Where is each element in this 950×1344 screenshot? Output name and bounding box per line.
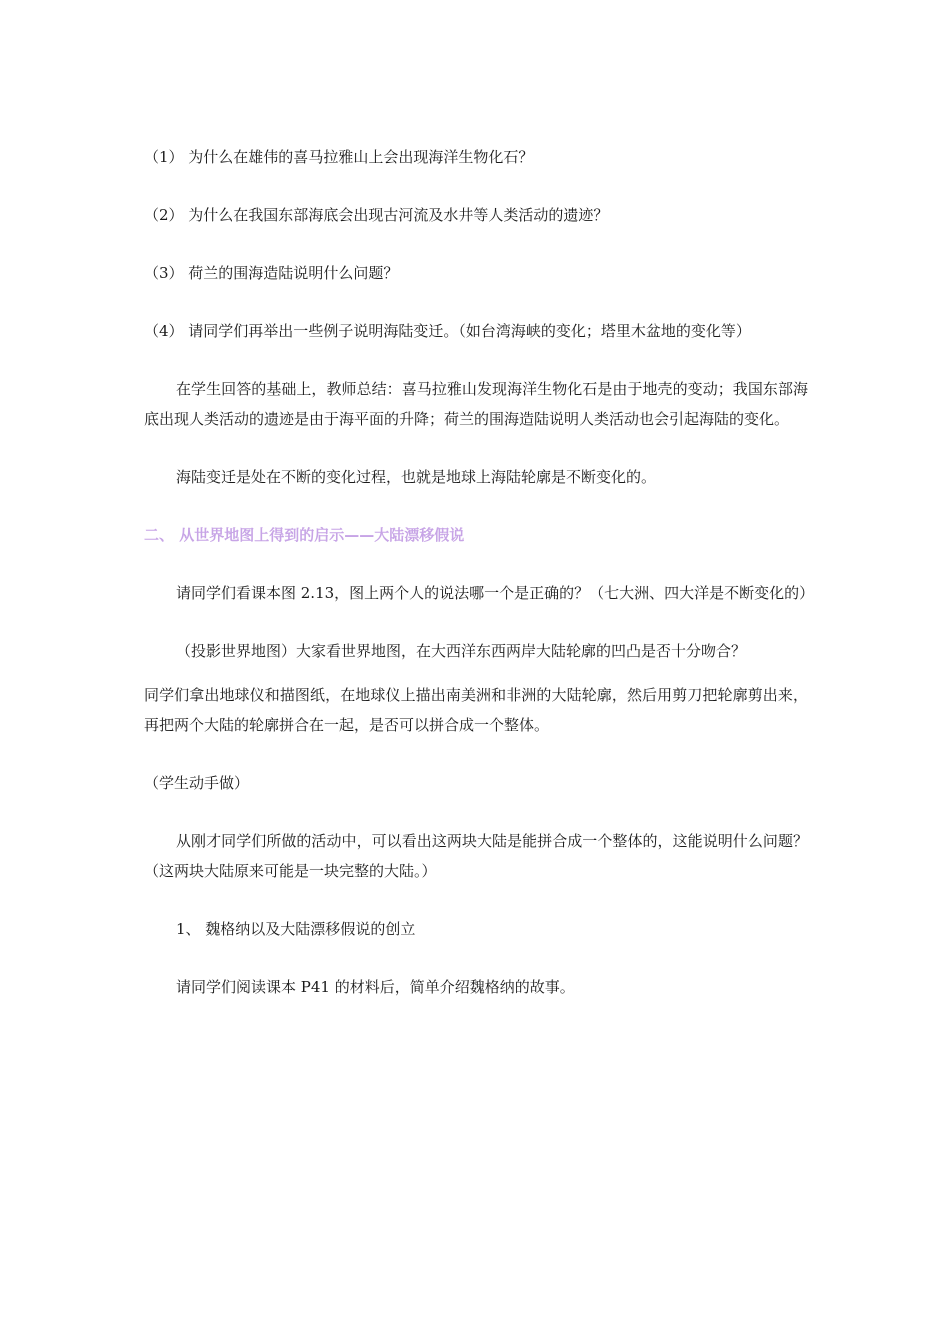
result-question: 从刚才同学们所做的活动中，可以看出这两块大陆是能拼合成一个整体的，这能说明什么问题？（这两块大陆原来可能是一块完整的大陆。） (144, 832, 808, 880)
conclusion: 海陆变迁是处在不断的变化过程，也就是地球上海陆轮廓是不断变化的。 (176, 468, 657, 486)
document-body (144, 142, 815, 1030)
section-heading: 二、 从世界地图上得到的启示——大陆漂移假说 (144, 526, 465, 544)
map-question: （投影世界地图）大家看世界地图，在大西洋东西两岸大陆轮廓的凹凸是否十分吻合？ (176, 642, 747, 660)
reading-task: 请同学们阅读课本 P41 的材料后，简单介绍魏格纳的故事。 (176, 978, 575, 996)
hands-on-note: （学生动手做） (144, 774, 250, 792)
sub-heading: 1、 魏格纳以及大陆漂移假说的创立 (176, 920, 416, 938)
question-1: （1） 为什么在雄伟的喜马拉雅山上会出现海洋生物化石？ (144, 148, 534, 166)
question-2: （2） 为什么在我国东部海底会出现古河流及水井等人类活动的遗迹？ (144, 206, 609, 224)
question-3: （3） 荷兰的围海造陆说明什么问题？ (144, 264, 399, 282)
activity-instructions: 同学们拿出地球仪和描图纸，在地球仪上描出南美洲和非洲的大陆轮廓，然后用剪刀把轮廓剪出来，再把两个大陆的轮廓拼合在一起，是否可以拼合成一个整体。 (144, 686, 808, 734)
figure-question: 请同学们看课本图 2.13，图上两个人的说法哪一个是正确的？（七大洲、四大洋是不断变化的） (176, 584, 815, 602)
teacher-summary: 在学生回答的基础上，教师总结：喜马拉雅山发现海洋生物化石是由于地壳的变动；我国东部海底出现人类活动的遗迹是由于海平面的升降；荷兰的围海造陆说明人类活动也会引起海陆的变化。 (144, 380, 808, 428)
question-4: （4） 请同学们再举出一些例子说明海陆变迁。（如台湾海峡的变化；塔里木盆地的变化等） (144, 322, 751, 340)
